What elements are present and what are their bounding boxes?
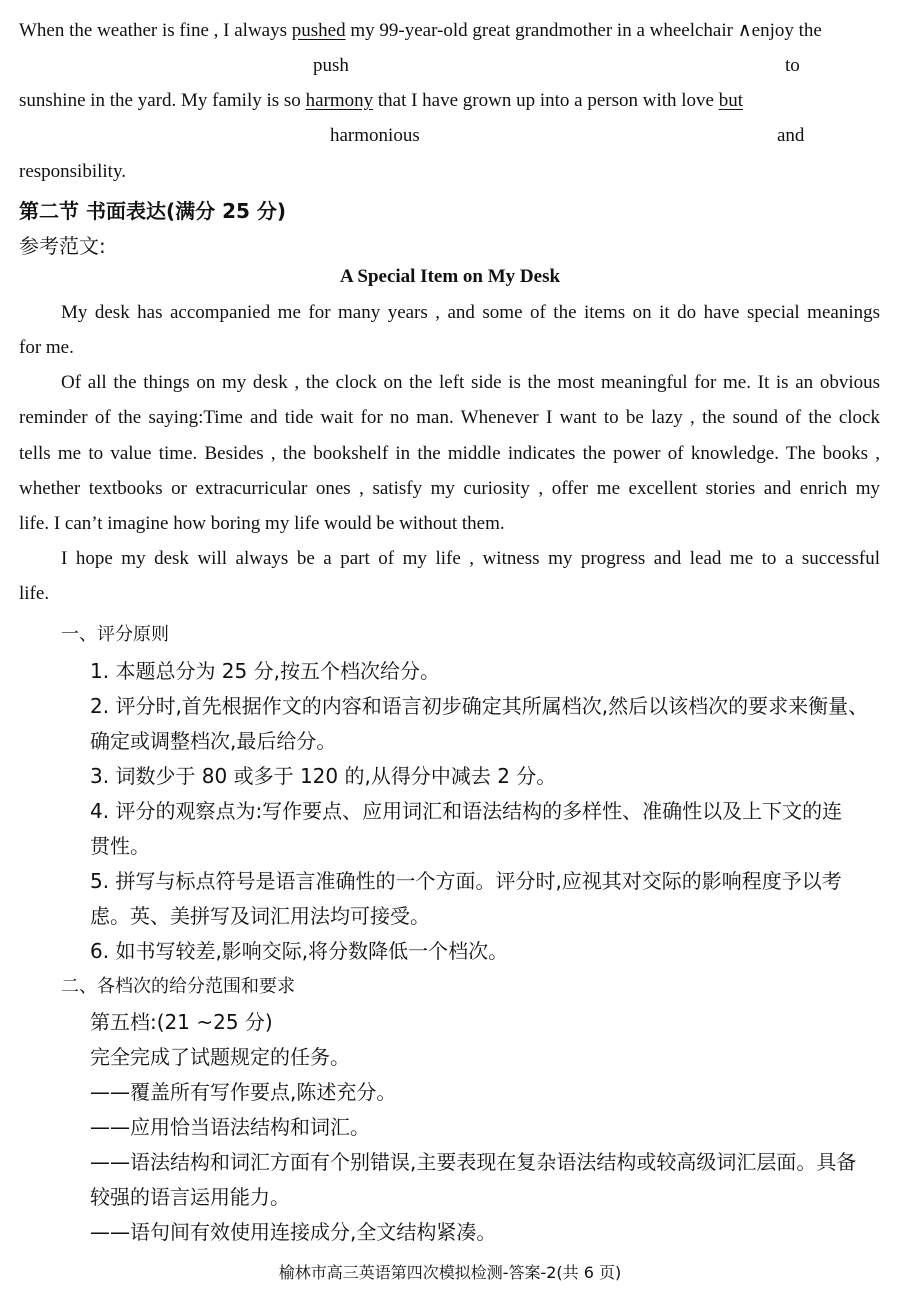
essay-line: whether textbooks or extracurricular ones , satisfy my curiosity , offer me excellent stories and enrich my — [19, 478, 880, 499]
text: sunshine in the yard. My family is so — [19, 90, 306, 111]
essay-line: I hope my desk will always be a part of my life , witness my progress and lead me to a successful — [61, 548, 880, 569]
level-requirement: 完全完成了试题规定的任务。 — [90, 1045, 350, 1069]
correction-fix: to — [785, 55, 800, 76]
rule-item: 2. 评分时,首先根据作文的内容和语言初步确定其所属档次,然后以该档次的要求来衡量、 — [90, 694, 869, 718]
text: my 99-year-old great grandmother in a wheelchair — [345, 20, 738, 41]
correction-fix: harmonious — [330, 125, 420, 146]
level-requirement: ——覆盖所有写作要点,陈述充分。 — [90, 1080, 397, 1104]
essay-line: for me. — [19, 337, 74, 358]
rules-heading: 一、评分原则 — [61, 624, 169, 645]
level-requirement: ——语法结构和词汇方面有个别错误,主要表现在复杂语法结构或较高级词汇层面。具备 — [90, 1150, 857, 1174]
rule-item: 虑。英、美拼写及词汇用法均可接受。 — [90, 904, 430, 928]
correction-line-3: responsibility. — [19, 161, 126, 182]
correction-fix: and — [777, 125, 805, 146]
essay-title: A Special Item on My Desk — [339, 266, 561, 287]
rule-item: 5. 拼写与标点符号是语言准确性的一个方面。评分时,应视其对交际的影响程度予以考 — [90, 869, 842, 893]
section-title: 第二节 书面表达(满分 25 分) — [19, 199, 287, 223]
essay-line: life. I can’t imagine how boring my life would be without them. — [19, 513, 505, 534]
text: enjoy the — [751, 20, 822, 41]
sample-label: 参考范文: — [19, 234, 106, 258]
essay-line: reminder of the saying:Time and tide wait for no man. Whenever I want to be lazy , the sound of the clock — [19, 407, 880, 428]
essay-line: Of all the things on my desk , the clock on the left side is the most meaningful for me. It is an obvious — [61, 372, 880, 393]
page-footer: 榆林市高三英语第四次模拟检测-答案-2(共 6 页) — [278, 1263, 622, 1282]
marked-error: pushed — [291, 20, 346, 41]
rule-item: 贯性。 — [90, 834, 150, 858]
text: that I have grown up into a person with love — [373, 90, 719, 111]
text: When the weather is fine , I always — [19, 20, 292, 41]
correction-line-2 — [19, 90, 743, 112]
rule-item: 确定或调整档次,最后给分。 — [90, 729, 337, 753]
correction-fix: push — [313, 55, 349, 76]
correction-line-1 — [19, 19, 822, 42]
rules-heading: 二、各档次的给分范围和要求 — [61, 976, 295, 997]
level-requirement: ——应用恰当语法结构和词汇。 — [90, 1115, 370, 1139]
insert-caret: ∧ — [737, 20, 752, 41]
level-requirement: 较强的语言运用能力。 — [90, 1185, 290, 1209]
essay-line: life. — [19, 583, 50, 604]
essay-line: My desk has accompanied me for many years , and some of the items on it do have special meanings — [61, 302, 880, 323]
rule-item: 6. 如书写较差,影响交际,将分数降低一个档次。 — [90, 939, 509, 963]
essay-line: tells me to value time. Besides , the bookshelf in the middle indicates the power of knowledge. The books , — [19, 443, 880, 464]
level-title: 第五档:(21 ~25 分) — [90, 1010, 273, 1034]
rule-item: 3. 词数少于 80 或多于 120 的,从得分中减去 2 分。 — [90, 764, 557, 788]
rule-item: 4. 评分的观察点为:写作要点、应用词汇和语法结构的多样性、准确性以及上下文的连 — [90, 799, 843, 823]
level-requirement: ——语句间有效使用连接成分,全文结构紧凑。 — [90, 1220, 497, 1244]
marked-error: harmony — [305, 90, 374, 111]
rule-item: 1. 本题总分为 25 分,按五个档次给分。 — [90, 659, 440, 683]
marked-error: but — [718, 90, 744, 111]
